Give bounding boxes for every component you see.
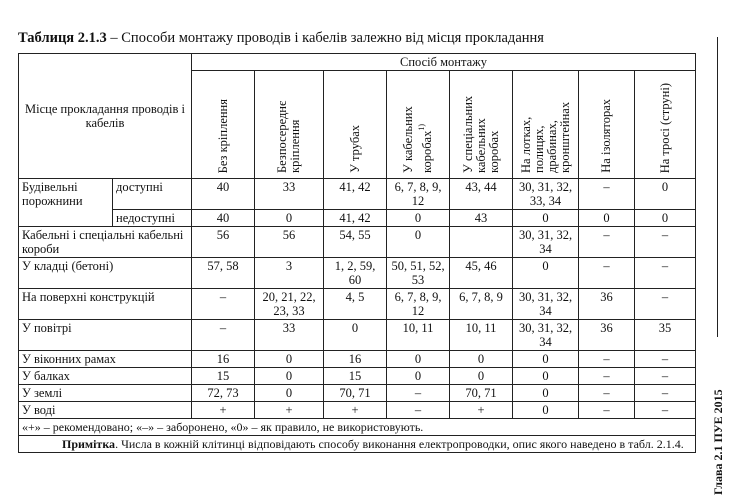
column-header: На ізоляторах	[579, 71, 635, 179]
method-cell: 0	[635, 179, 696, 210]
method-cell: 30, 31, 32, 33, 34	[513, 179, 579, 210]
method-cell: 0	[513, 385, 579, 402]
method-cell: 33	[255, 320, 324, 351]
table-row	[19, 402, 696, 419]
method-cell: 0	[513, 258, 579, 289]
method-cell: 30, 31, 32, 34	[513, 227, 579, 258]
method-cell: 0	[387, 210, 450, 227]
method-cell: 57, 58	[192, 258, 255, 289]
method-cell: –	[635, 351, 696, 368]
method-cell: +	[324, 402, 387, 419]
method-cell: 0	[255, 351, 324, 368]
footnote-marker: 1)	[416, 123, 426, 131]
method-cell: 0	[635, 210, 696, 227]
method-cell: 36	[579, 289, 635, 320]
table-row	[19, 289, 696, 320]
method-cell: –	[579, 351, 635, 368]
method-cell: 1, 2, 59, 60	[324, 258, 387, 289]
method-cell: 30, 31, 32, 34	[513, 289, 579, 320]
method-cell: –	[579, 179, 635, 210]
method-cell: 41, 42	[324, 179, 387, 210]
method-cell: 35	[635, 320, 696, 351]
method-cell: 72, 73	[192, 385, 255, 402]
column-header: Безпосереднє кріплення	[255, 71, 324, 179]
method-cell: –	[579, 227, 635, 258]
place-cell: Будівельні порожнини	[19, 179, 113, 227]
table-row	[19, 385, 696, 402]
method-cell: 0	[255, 210, 324, 227]
method-cell: 0	[387, 368, 450, 385]
method-cell: 0	[513, 368, 579, 385]
column-header: У спеціальних кабельних коробах	[450, 71, 513, 179]
method-cell: –	[387, 385, 450, 402]
method-cell: –	[635, 385, 696, 402]
method-cell: 0	[450, 351, 513, 368]
table-row	[19, 368, 696, 385]
method-cell: 0	[387, 227, 450, 258]
column-header: У кабельних коробах$^{1)}$	[387, 71, 450, 179]
method-cell: 70, 71	[450, 385, 513, 402]
method-cell: –	[635, 402, 696, 419]
method-cell: 3	[255, 258, 324, 289]
method-cell: 40	[192, 210, 255, 227]
place-cell: У повітрі	[19, 320, 192, 351]
method-cell: 4, 5	[324, 289, 387, 320]
method-cell: 54, 55	[324, 227, 387, 258]
note-text: . Числа в кожній клітинці відповідають способу виконання електропроводки, опис якого наведено в табл. 2.1.4.	[115, 437, 684, 451]
note-label: Примітка	[62, 437, 116, 451]
method-cell: +	[255, 402, 324, 419]
table-row	[19, 351, 696, 368]
method-cell: +	[450, 402, 513, 419]
table-row	[19, 258, 696, 289]
column-header: На тросі (струні)	[635, 71, 696, 179]
chapter-label: Глава 2.1 ПУЕ 2015	[711, 389, 725, 495]
method-cell: 50, 51, 52, 53	[387, 258, 450, 289]
place-cell: У кладці (бетоні)	[19, 258, 192, 289]
place-header: Місце прокладання проводів і кабелів	[19, 54, 192, 179]
method-cell: 56	[192, 227, 255, 258]
place-cell: У землі	[19, 385, 192, 402]
method-cell: –	[579, 368, 635, 385]
method-cell: 6, 7, 8, 9, 12	[387, 289, 450, 320]
column-header: У трубах	[324, 71, 387, 179]
method-cell: 36	[579, 320, 635, 351]
method-cell: +	[192, 402, 255, 419]
method-cell: 70, 71	[324, 385, 387, 402]
place-cell: У воді	[19, 402, 192, 419]
method-cell: 30, 31, 32, 34	[513, 320, 579, 351]
method-cell: 0	[324, 320, 387, 351]
place-cell: Кабельні і спеціальні кабельні короби	[19, 227, 192, 258]
side-margin	[708, 0, 732, 499]
method-cell: 15	[324, 368, 387, 385]
table-row	[19, 210, 696, 227]
table-number: Таблиця 2.1.3	[18, 30, 107, 46]
method-cell: –	[387, 402, 450, 419]
table-caption	[18, 30, 544, 47]
method-cell: 10, 11	[450, 320, 513, 351]
place-cell: На поверхні конструкцій	[19, 289, 192, 320]
method-cell: 43	[450, 210, 513, 227]
installation-methods-table	[18, 53, 696, 453]
method-cell: 40	[192, 179, 255, 210]
method-cell: 0	[387, 351, 450, 368]
method-cell: 0	[513, 210, 579, 227]
method-cell: 6, 7, 8, 9	[450, 289, 513, 320]
header-row-1	[19, 54, 696, 71]
column-header: На лотках, полицях, драбинах, кронштейнах	[513, 71, 579, 179]
place-cell: У віконних рамах	[19, 351, 192, 368]
table-title: – Способи монтажу проводів і кабелів залежно від місця прокладання	[106, 30, 544, 46]
method-cell: 6, 7, 8, 9, 12	[387, 179, 450, 210]
method-cell: 10, 11	[387, 320, 450, 351]
method-cell: –	[635, 368, 696, 385]
method-cell: 43, 44	[450, 179, 513, 210]
note-cell	[19, 436, 696, 453]
method-cell	[450, 227, 513, 258]
side-rule	[717, 37, 718, 337]
method-cell: 16	[192, 351, 255, 368]
method-cell: 0	[255, 368, 324, 385]
method-cell: 0	[255, 385, 324, 402]
method-cell: 20, 21, 22, 23, 33	[255, 289, 324, 320]
method-cell: 45, 46	[450, 258, 513, 289]
legend-row	[19, 419, 696, 436]
method-cell: –	[579, 385, 635, 402]
method-cell: 33	[255, 179, 324, 210]
subplace-cell: доступні	[113, 179, 192, 210]
table-row	[19, 227, 696, 258]
method-header: Спосіб монтажу	[192, 54, 696, 71]
method-cell: –	[579, 402, 635, 419]
place-cell: У балках	[19, 368, 192, 385]
method-cell: 0	[513, 351, 579, 368]
method-cell: 41, 42	[324, 210, 387, 227]
method-cell: 0	[513, 402, 579, 419]
table-row	[19, 320, 696, 351]
column-header: Без кріплення	[192, 71, 255, 179]
method-cell: –	[635, 227, 696, 258]
legend-text: «+» – рекомендовано; «–» – заборонено, «0» – як правило, не використовують.	[19, 419, 696, 436]
table-row	[19, 179, 696, 210]
method-cell: –	[579, 258, 635, 289]
method-cell: –	[635, 258, 696, 289]
method-cell: –	[635, 289, 696, 320]
method-cell: 16	[324, 351, 387, 368]
method-cell: 56	[255, 227, 324, 258]
method-cell: –	[192, 289, 255, 320]
method-cell: 0	[450, 368, 513, 385]
method-cell: 15	[192, 368, 255, 385]
method-cell: 0	[579, 210, 635, 227]
subplace-cell: недоступні	[113, 210, 192, 227]
method-cell: –	[192, 320, 255, 351]
note-row	[19, 436, 696, 453]
